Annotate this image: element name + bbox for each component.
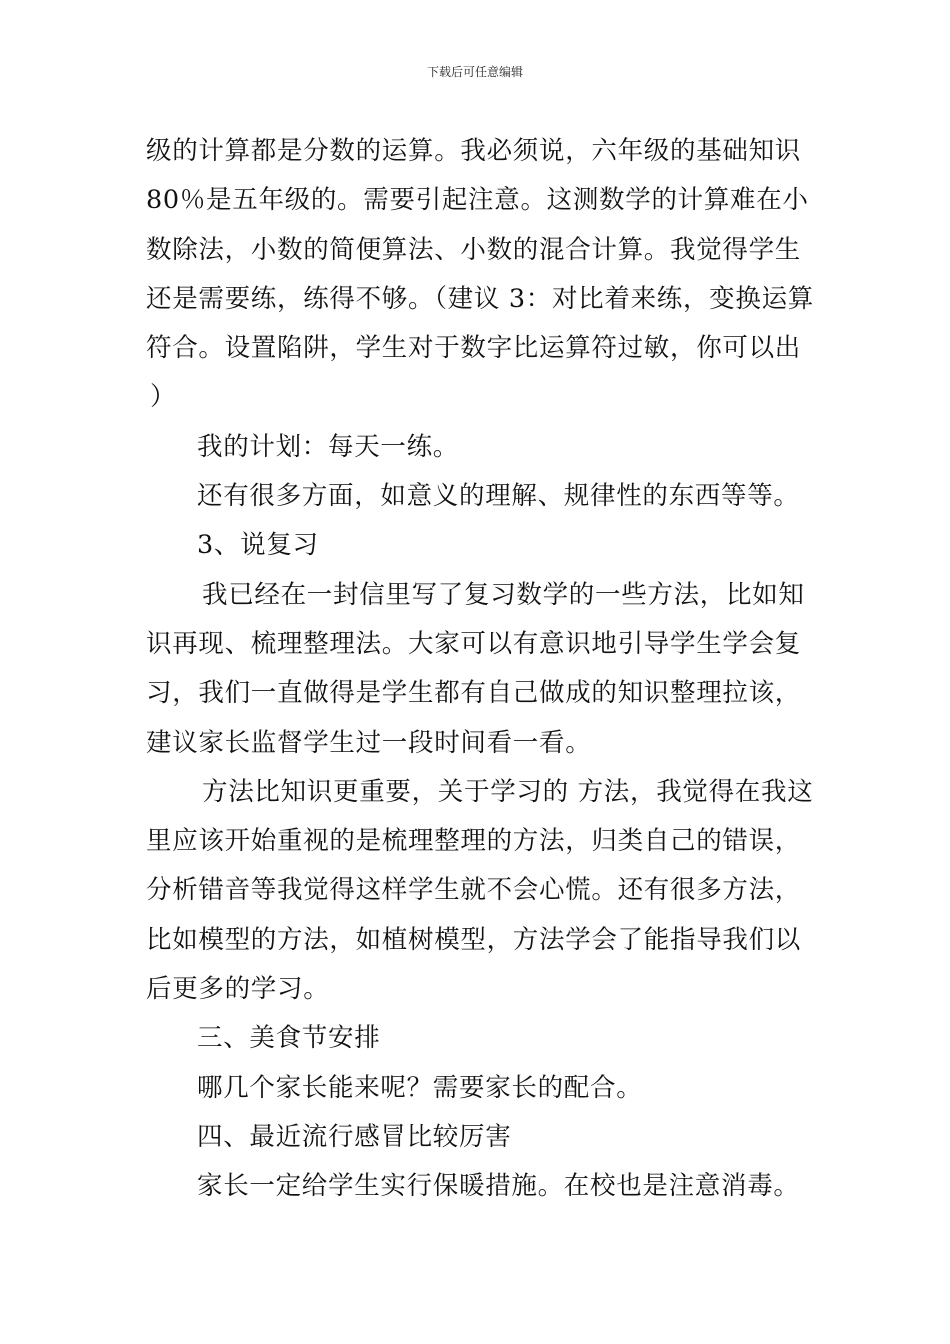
- text-line: 还有很多方面，如意义的理解、规律性的东西等等。: [197, 481, 800, 512]
- text-line: 四、最近流行感冒比较厉害: [197, 1121, 512, 1152]
- text-line: 级的计算都是分数的运算。我必须说，六年级的基础知识: [146, 136, 802, 166]
- paragraph-parents-cooperation: [146, 1064, 810, 1113]
- text-line: 三、美食节安排: [197, 1023, 381, 1054]
- text-line: 3、说复习: [197, 530, 319, 561]
- text-line: 我已经在一封信里写了复习数学的一些方法，比如知: [202, 579, 805, 610]
- section-heading-food-festival: [146, 1014, 810, 1063]
- text-line: 比如模型的方法，如植树模型，方法学会了能指导我们以: [146, 924, 802, 955]
- text-line: 习，我们一直做得是学生都有自己做成的知识整理拉该，: [146, 678, 802, 709]
- text-line: 里应该开始重视的是梳理整理的方法，归类自己的错误，: [146, 826, 802, 857]
- section-heading-flu: [146, 1113, 810, 1162]
- paragraph-calculation: [146, 127, 814, 423]
- text-line: 建议家长监督学生过一段时间看一看。: [146, 727, 592, 758]
- text-line: ）: [150, 382, 177, 413]
- section-heading-review: [146, 521, 810, 570]
- text-line: 数除法，小数的简便算法、小数的混合计算。我觉得学生: [146, 234, 802, 265]
- text-line: 后更多的学习。: [146, 974, 330, 1005]
- text-line: 哪几个家长能来呢？需要家长的配合。: [197, 1072, 643, 1103]
- text-line: 家长一定给学生实行保暖措施。在校也是注意消毒。: [197, 1171, 800, 1202]
- text-line: 还是需要练，练得不够。（建议 3：对比着来练，变换运算: [146, 283, 814, 314]
- paragraph-methods-important: [146, 768, 814, 1014]
- document-body: [146, 127, 814, 1212]
- paragraph-review-methods: [146, 571, 810, 768]
- text-line: 方法比知识更重要，关于学习的 方法，我觉得在我这: [202, 776, 814, 807]
- paragraph-other-aspects: [146, 472, 810, 521]
- text-line: 我的计划：每天一练。: [197, 431, 460, 462]
- text-line: 符合。设置陷阱，学生对于数字比运算符过敏，你可以出: [146, 333, 802, 364]
- page-header: 下载后可任意编辑: [426, 65, 523, 79]
- paragraph-plan: [146, 423, 810, 472]
- text-line: 80％是五年级的。需要引起注意。这测数学的计算难在小: [146, 185, 809, 216]
- text-line: 识再现、梳理整理法。大家可以有意识地引导学生学会复: [146, 628, 802, 659]
- text-line: 分析错音等我觉得这样学生就不会心慌。还有很多方法，: [146, 875, 802, 906]
- paragraph-keep-warm: [146, 1162, 810, 1211]
